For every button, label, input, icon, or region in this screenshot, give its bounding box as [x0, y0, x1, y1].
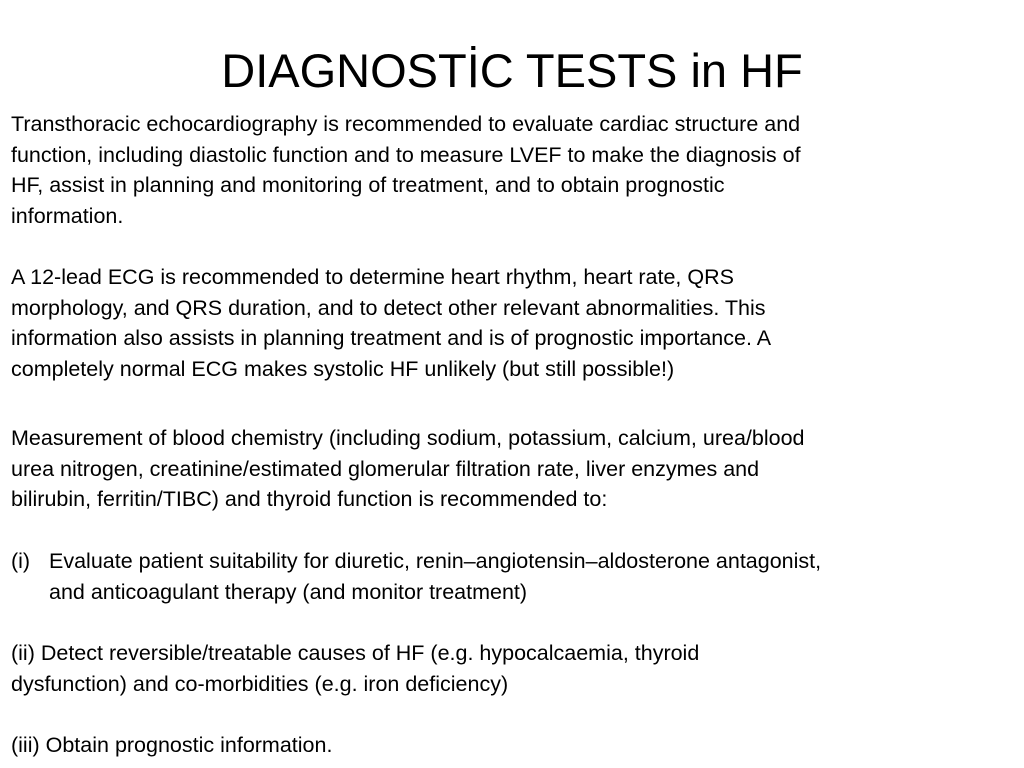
slide-title: DIAGNOSTİC TESTS in HF [221, 44, 803, 97]
list-item-text: Evaluate patient suitability for diuretic, renin–angiotensin–aldosterone antagonist, and anticoagulant therapy (and monitor treatment) [49, 549, 822, 604]
paragraph-blood-chemistry: Measurement of blood chemistry (including sodium, potassium, calcium, urea/blood urea nitrogen, creatinine/estimated glomerular filtration rate, liver enzymes and bilirubin, ferritin/TIBC) and thyroid function is recommended to: [11, 426, 805, 511]
list-item-3: (iii) Obtain prognostic information. [11, 733, 333, 757]
paragraph-echocardiography: Transthoracic echocardiography is recommended to evaluate cardiac structure and function, including diastolic function and to measure LVEF to make the diagnosis of HF, assist in planning and monitoring of treatment, and to obtain prognostic information. [11, 112, 801, 228]
list-item-marker: (i) [11, 549, 31, 573]
list-item-2: (ii) Detect reversible/treatable causes of HF (e.g. hypocalcaemia, thyroid dysfunction) and co-morbidities (e.g. iron deficiency) [11, 641, 700, 696]
paragraph-ecg: A 12-lead ECG is recommended to determine heart rhythm, heart rate, QRS morphology, and QRS duration, and to detect other relevant abnormalities. This information also assists in planning treatment and is of prognostic importance. A completely normal ECG makes systolic HF unlikely (but still possible!) [11, 265, 772, 381]
